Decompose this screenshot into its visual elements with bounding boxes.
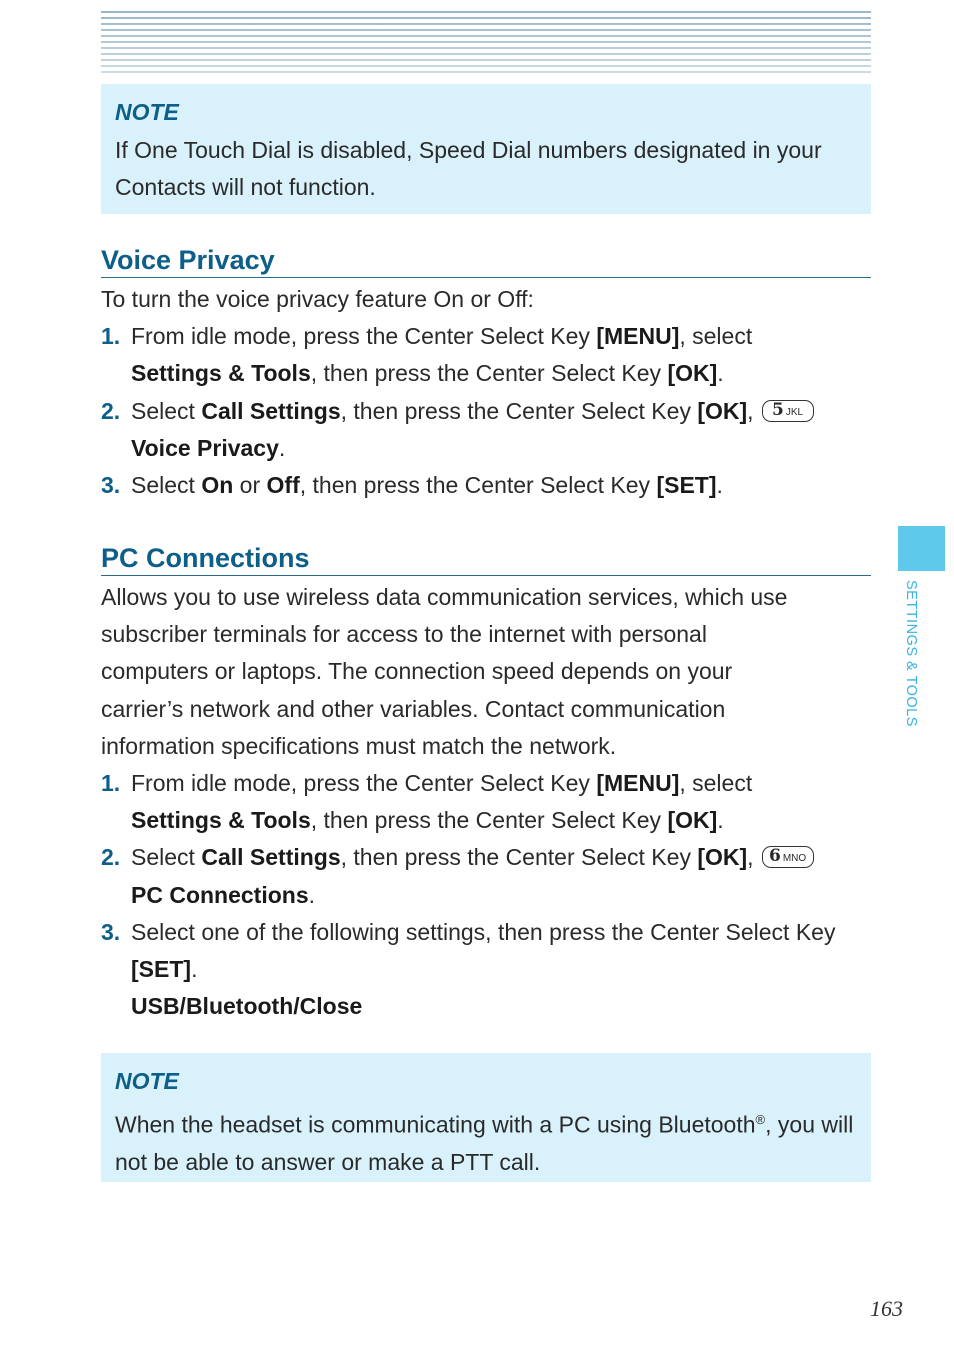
step-item <box>101 765 871 839</box>
step-text: , <box>747 397 754 424</box>
menu-path: Voice Privacy <box>131 434 279 461</box>
step-text: From idle mode, press the Center Select Key <box>131 323 597 350</box>
key-label: [OK] <box>667 360 718 387</box>
header-stripes <box>101 11 871 77</box>
step-text: , then press the Center Select Key <box>340 397 698 424</box>
note-text: If One Touch Dial is disabled, Speed Dial numbers designated in your Contacts will not function. <box>115 137 822 200</box>
option-label: On <box>201 472 234 499</box>
step-text: Select <box>131 397 202 424</box>
step-text: Select <box>131 472 202 499</box>
step-text: , select <box>679 323 753 350</box>
options-list: USB/Bluetooth/Close <box>131 993 363 1020</box>
step-item <box>101 914 871 1026</box>
step-number: 1. <box>101 323 121 350</box>
step-item <box>101 393 871 467</box>
step-text: , then press the Center Select Key <box>310 807 668 834</box>
intro-text: To turn the voice privacy feature On or Off: <box>101 286 534 312</box>
step-text: . <box>717 360 724 387</box>
step-text: . <box>278 434 286 461</box>
key-label: [MENU] <box>596 323 680 350</box>
key-label: [OK] <box>697 397 748 424</box>
key-label: [OK] <box>667 807 718 834</box>
step-item <box>101 839 871 913</box>
key-label: [OK] <box>697 844 748 871</box>
note-box <box>101 1053 871 1182</box>
step-text: Select <box>131 844 202 871</box>
step-number: 2. <box>101 397 121 424</box>
chapter-tab <box>898 526 945 571</box>
pc-connections-body <box>101 579 871 1025</box>
section-heading-voice-privacy: Voice Privacy <box>101 244 871 278</box>
step-text: . <box>191 956 198 983</box>
step-text: , then press the Center Select Key <box>340 844 698 871</box>
note-title: NOTE <box>115 1068 179 1094</box>
note-text: When the headset is communicating with a PC using Bluetooth®, you will not be able to answer or make a PTT call. <box>115 1111 854 1175</box>
keypad-6-icon: 6 MNO <box>762 846 814 868</box>
step-number: 1. <box>101 770 121 797</box>
step-text: , select <box>679 770 753 797</box>
menu-path: PC Connections <box>131 881 309 908</box>
step-number: 2. <box>101 844 121 871</box>
step-text: . <box>308 881 316 908</box>
step-text: , <box>747 844 754 871</box>
page-number: 163 <box>870 1296 903 1321</box>
step-number: 3. <box>101 472 121 499</box>
menu-path: Settings & Tools <box>131 807 311 834</box>
note-title: NOTE <box>115 99 179 125</box>
menu-path: Call Settings <box>201 397 341 424</box>
step-text: . <box>716 472 723 499</box>
step-text: . <box>717 807 724 834</box>
step-item <box>101 467 871 504</box>
step-text: From idle mode, press the Center Select Key <box>131 770 597 797</box>
option-label: Off <box>266 472 300 499</box>
voice-privacy-body <box>101 281 871 504</box>
note-box <box>101 84 871 214</box>
step-number: 3. <box>101 918 121 945</box>
step-text: or <box>233 472 267 499</box>
chapter-label: SETTINGS & TOOLS <box>903 580 919 727</box>
intro-text: Allows you to use wireless data communication services, which use subscriber terminals for access to the internet with personal computers or laptops. The connection speed depends on your carrier’s network and other variables. Contact communication information specifications must match the network. <box>101 584 788 759</box>
section-heading-pc-connections: PC Connections <box>101 542 871 576</box>
step-text: Select one of the following settings, then press the Center Select Key <box>131 918 836 945</box>
menu-path: Settings & Tools <box>131 360 311 387</box>
key-label: [SET] <box>131 956 192 983</box>
step-text: , then press the Center Select Key <box>310 360 668 387</box>
key-label: [MENU] <box>596 770 680 797</box>
keypad-5-icon: 5 JKL <box>762 400 814 422</box>
step-item <box>101 318 871 392</box>
key-label: [SET] <box>656 472 717 499</box>
menu-path: Call Settings <box>201 844 341 871</box>
step-text: , then press the Center Select Key <box>299 472 657 499</box>
